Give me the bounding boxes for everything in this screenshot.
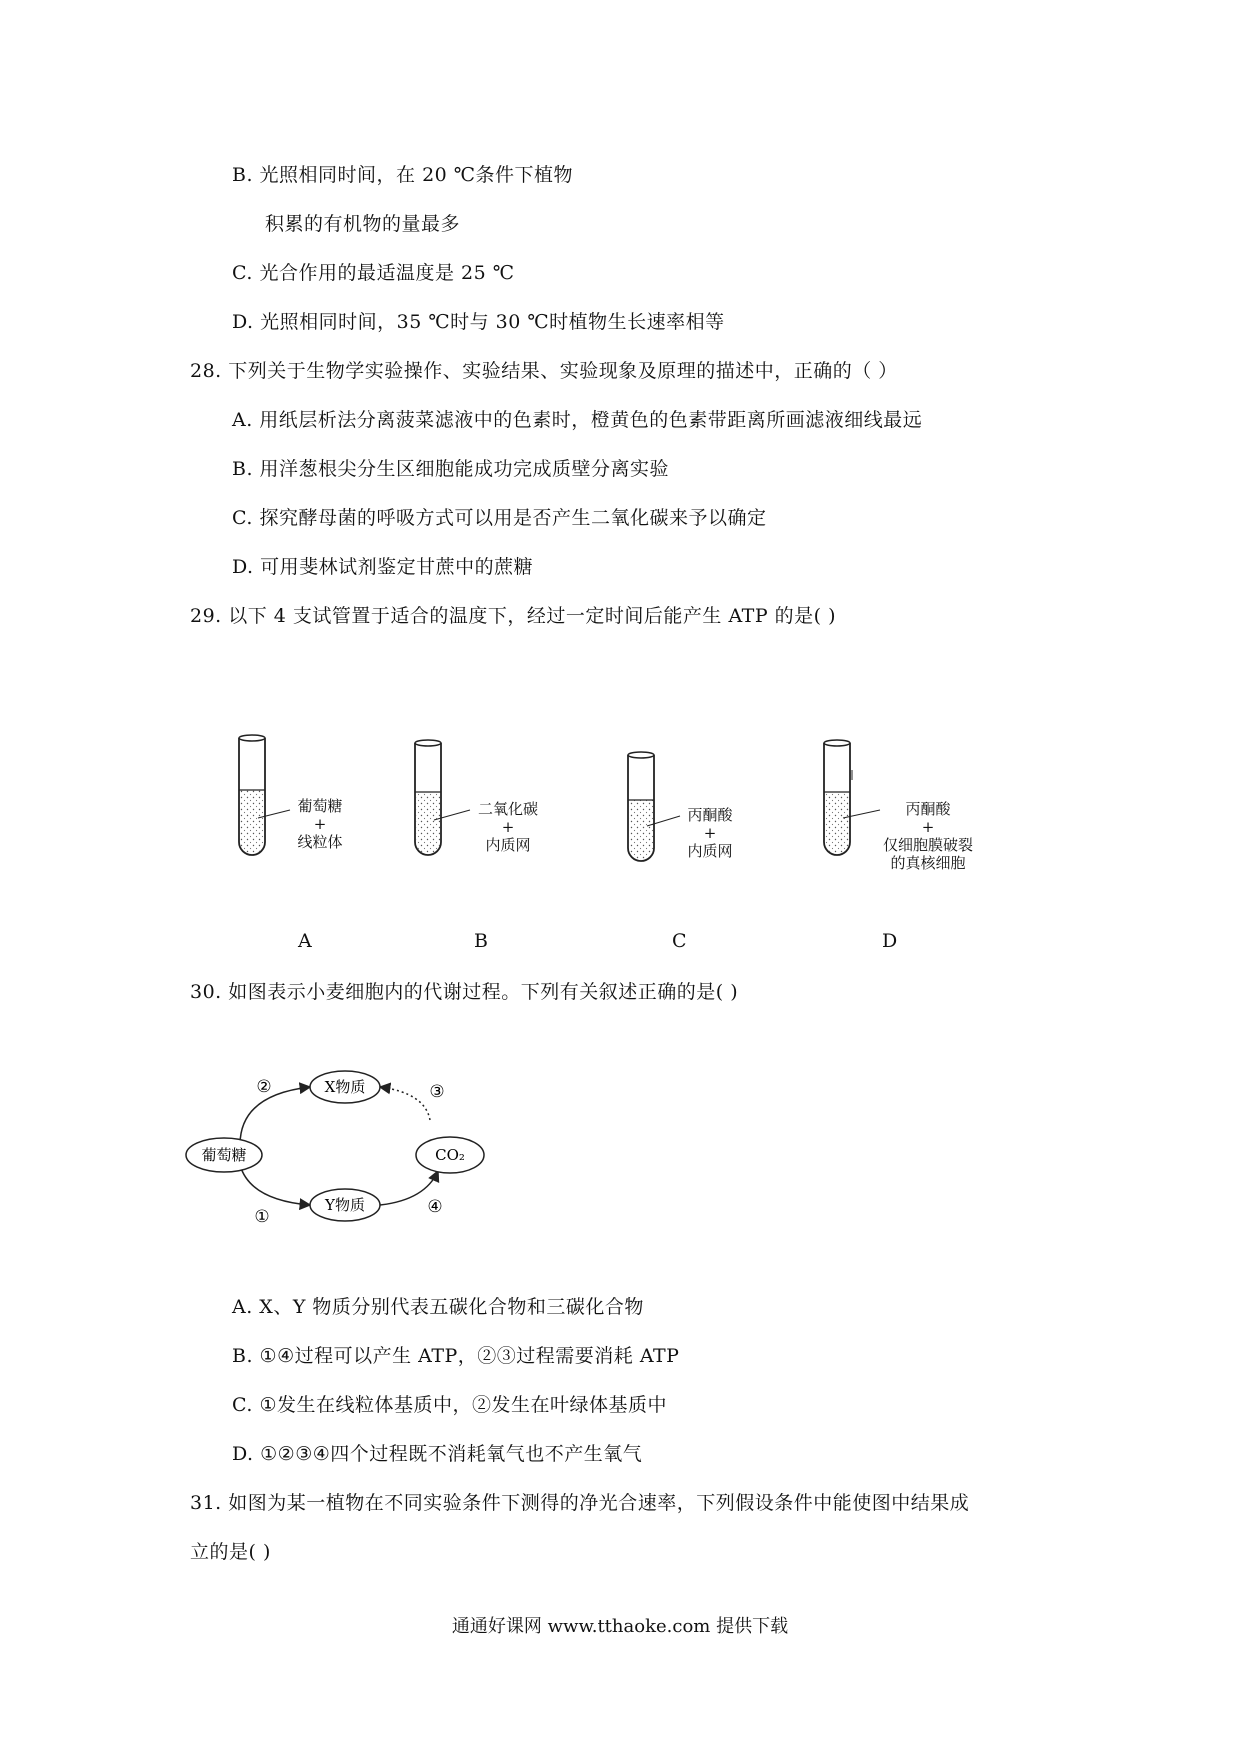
step3-label: ③ [429,1082,445,1102]
q28-option-a: A. 用纸层析法分离菠菜滤液中的色素时，橙黄色的色素带距离所画滤液细线最远 [232,409,923,431]
footer-download-notice: 通通好课网 www.tthaoke.com 提供下载 [451,1616,789,1637]
q27-option-b-cont: 积累的有机物的量最多 [265,213,461,235]
q31-stem-line1: 31. 如图为某一植物在不同实验条件下测得的净光合速率，下列假设条件中能使图中结果成 [190,1492,970,1514]
tube-b [415,740,470,855]
q31-stem-line2: 立的是( ) [190,1541,271,1563]
q30-option-a: A. X、Y 物质分别代表五碳化合物和三碳化合物 [232,1296,644,1318]
q27-option-d: D. 光照相同时间，35 ℃时与 30 ℃时植物生长速率相等 [232,311,725,333]
arrow-step1 [240,1165,310,1205]
tube-b-label: 二氧化碳 + 内质网 [477,800,538,854]
glucose-node-label: 葡萄糖 [201,1146,247,1164]
y-node-label: Y物质 [325,1196,365,1214]
test-tubes-figure [0,730,1240,930]
q30-option-d: D. ①②③④四个过程既不消耗氧气也不产生氧气 [232,1443,643,1465]
q28-stem: 28. 下列关于生物学实验操作、实验结果、实验现象及原理的描述中，正确的（ ） [190,360,898,382]
metabolism-cycle-diagram [180,1065,500,1225]
arrow-step2 [240,1087,310,1145]
tube-a [239,735,290,855]
co2-node-label: CO₂ [435,1146,465,1164]
q29-stem: 29. 以下 4 支试管置于适合的温度下，经过一定时间后能产生 ATP 的是( ) [190,605,837,627]
step1-label: ① [254,1207,270,1225]
q30-option-b: B. ①④过程可以产生 ATP，②③过程需要消耗 ATP [232,1345,680,1367]
x-node-label: X物质 [324,1078,366,1096]
tube-d [824,740,880,855]
tube-a-label: 葡萄糖 + 线粒体 [297,797,343,851]
tube-c-label: 丙酮酸 + 内质网 [687,806,733,860]
q28-option-d: D. 可用斐林试剂鉴定甘蔗中的蔗糖 [232,556,534,578]
tube-c-letter: C [672,930,687,952]
q30-stem: 30. 如图表示小麦细胞内的代谢过程。下列有关叙述正确的是( ) [190,981,739,1003]
tube-c [628,752,680,861]
q27-option-b: B. 光照相同时间，在 20 ℃条件下植物 [232,164,574,186]
tube-d-letter: D [882,930,898,952]
arrow-step3 [380,1087,430,1120]
q27-option-c: C. 光合作用的最适温度是 25 ℃ [232,262,515,284]
tube-d-label: 丙酮酸 + 仅细胞膜破裂 的真核细胞 [882,800,973,872]
q30-option-c: C. ①发生在线粒体基质中，②发生在叶绿体基质中 [232,1394,667,1416]
step2-label: ② [256,1077,272,1097]
q28-option-c: C. 探究酵母菌的呼吸方式可以用是否产生二氧化碳来予以确定 [232,507,767,529]
tube-a-letter: A [298,930,312,952]
step4-label: ④ [427,1197,443,1217]
tube-b-letter: B [474,930,488,952]
q28-option-b: B. 用洋葱根尖分生区细胞能成功完成质壁分离实验 [232,458,670,480]
